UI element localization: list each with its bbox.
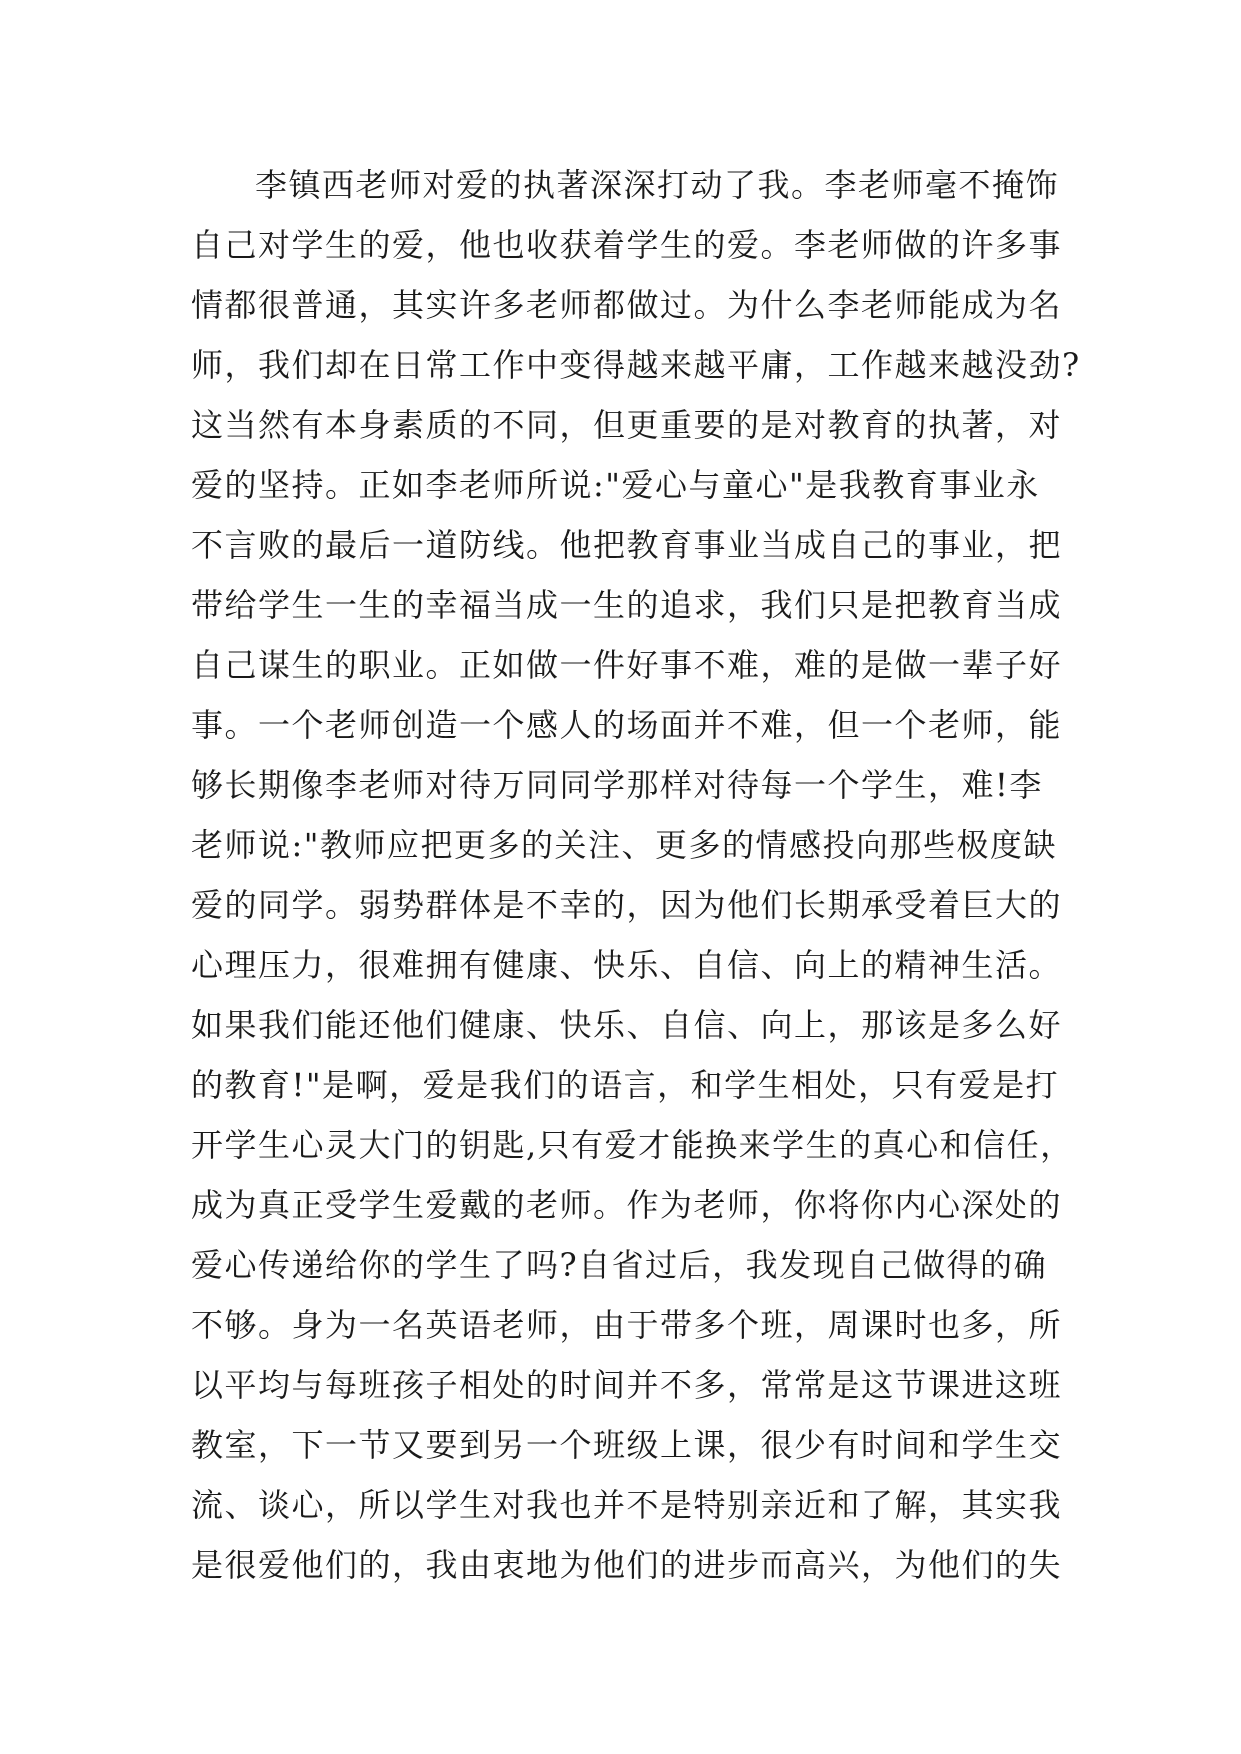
text-line: 带给学生一生的幸福当成一生的追求，我们只是把教育当成	[191, 586, 1063, 624]
text-line: 不够。身为一名英语老师，由于带多个班，周课时也多，所	[191, 1306, 1063, 1344]
text-line: 爱的同学。弱势群体是不幸的，因为他们长期承受着巨大的	[191, 886, 1063, 924]
text-line: 教室，下一节又要到另一个班级上课，很少有时间和学生交	[191, 1426, 1063, 1464]
text-line: 事。一个老师创造一个感人的场面并不难，但一个老师，能	[191, 706, 1063, 744]
text-line: 流、谈心，所以学生对我也并不是特别亲近和了解，其实我	[191, 1486, 1063, 1524]
text-line: 不言败的最后一道防线。他把教育事业当成自己的事业，把	[191, 526, 1063, 564]
text-line: 成为真正受学生爱戴的老师。作为老师，你将你内心深处的	[191, 1186, 1063, 1224]
text-line: 老师说:"教师应把更多的关注、更多的情感投向那些极度缺	[191, 826, 1058, 864]
text-line: 自己谋生的职业。正如做一件好事不难，难的是做一辈子好	[191, 646, 1063, 684]
text-line: 心理压力，很难拥有健康、快乐、自信、向上的精神生活。	[191, 946, 1063, 984]
text-line: 爱的坚持。正如李老师所说:"爱心与童心"是我教育事业永	[191, 466, 1040, 504]
text-line: 这当然有本身素质的不同，但更重要的是对教育的执著，对	[191, 406, 1063, 444]
text-line: 的教育!"是啊，爱是我们的语言，和学生相处，只有爱是打	[191, 1066, 1060, 1104]
text-line: 爱心传递给你的学生了吗?自省过后，我发现自己做得的确	[191, 1246, 1048, 1284]
text-line: 自己对学生的爱，他也收获着学生的爱。李老师做的许多事	[191, 226, 1063, 264]
text-line: 李镇西老师对爱的执著深深打动了我。李老师毫不掩饰	[255, 166, 1060, 204]
text-line: 开学生心灵大门的钥匙,只有爱才能换来学生的真心和信任，	[191, 1126, 1074, 1164]
text-line: 是很爱他们的，我由衷地为他们的进步而高兴，为他们的失	[191, 1546, 1063, 1584]
text-line: 以平均与每班孩子相处的时间并不多，常常是这节课进这班	[191, 1366, 1063, 1404]
paragraph	[191, 155, 1081, 1595]
text-line: 情都很普通，其实许多老师都做过。为什么李老师能成为名	[191, 286, 1063, 324]
text-line: 师，我们却在日常工作中变得越来越平庸，工作越来越没劲?	[191, 346, 1081, 384]
text-line: 够长期像李老师对待万同同学那样对待每一个学生，难!李	[191, 766, 1043, 804]
text-line: 如果我们能还他们健康、快乐、自信、向上，那该是多么好	[191, 1006, 1063, 1044]
